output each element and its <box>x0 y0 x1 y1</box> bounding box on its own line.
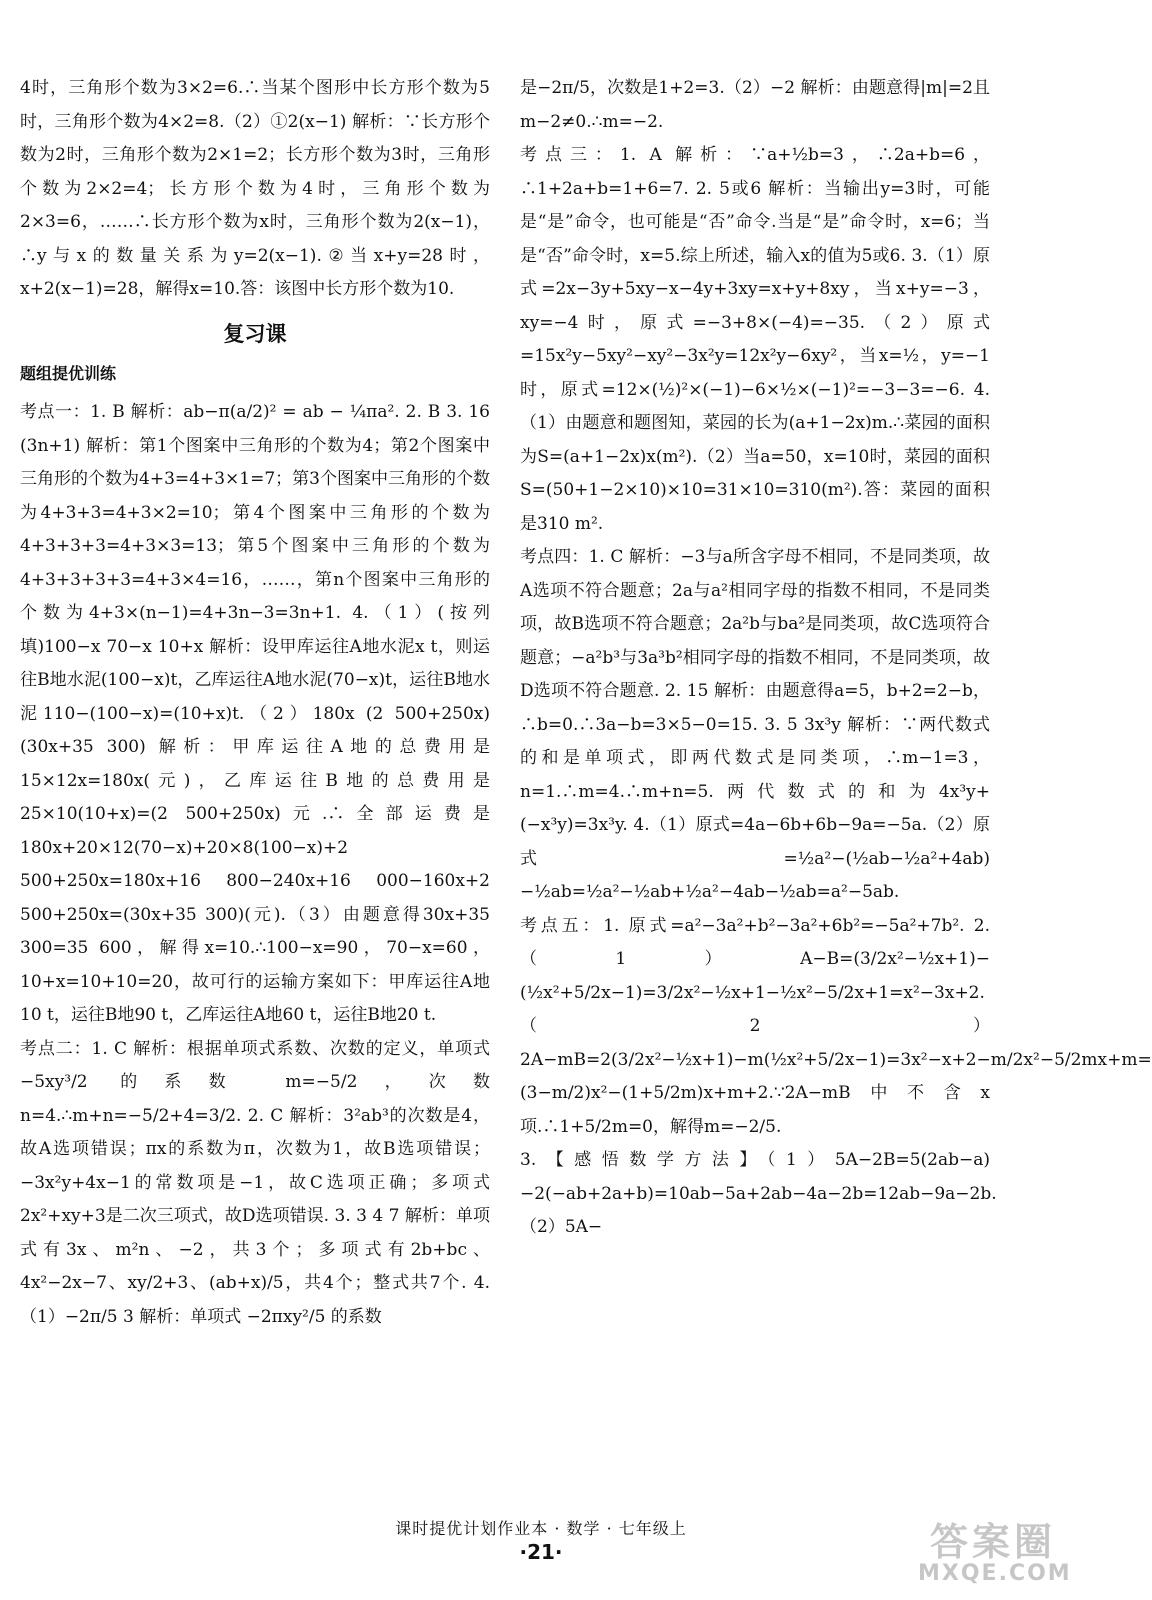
watermark-logo-text: 答案圈 <box>929 1520 1056 1564</box>
kaodian-4-paragraph: 考点四：1. C 解析：−3与a所含字母不相同，不是同类项，故A选项不符合题意；2a与a²相同字母的指数不相同，不是同类项，故B选项不符合题意；2a²b与ba²是同类项，故C选项符合题意；−a²b³与3a³b²相同字母的指数不相同，不是同类项，故D选项不符合题意. 2. 15 解析：由题意得a=5，b+2=2−b，∴b=0.∴3a−b=3×5−0=15. 3. 5 3x³y 解析：∵两代数式的和是单项式，即两代数式是同类项，∴m−1=3，n=1.∴m=4.∴m+n=5.两代数式的和为4x³y+(−x³y)=3x³y. 4.（1）原式=4a−6b+6b−9a=−5a.（2）原式=½a²−(½ab−½a²+4ab)−½ab=½a²−½ab+½a²−4ab−½ab=a²−5ab. <box>520 547 990 902</box>
right-column <box>520 72 1152 1245</box>
watermark-logo <box>918 1520 1072 1588</box>
page-number: ·21· <box>519 1540 563 1564</box>
footer-book-title: 课时提优计划作业本 · 数学 · 七年级上 <box>395 1519 687 1538</box>
right-paragraph-continued: 是−2π/5，次数是1+2=3.（2）−2 解析：由题意得|m|=2且m−2≠0.∴m=−2. <box>520 78 990 132</box>
sub-title: 题组提优训练 <box>20 363 117 383</box>
method-paragraph: 3.【感悟数学方法】（1）5A−2B=5(2ab−a)−2(−ab+2a+b)=10ab−5a+2ab−4a−2b=12ab−9a−2b.（2）5A− <box>520 1150 997 1237</box>
kaodian-1-paragraph: 考点一：1. B 解析：ab−π(a/2)² = ab − ¼πa². 2. B 3. 16 (3n+1) 解析：第1个图案中三角形的个数为4；第2个图案中三角形的个数为4+3=4+3×1=7；第3个图案中三角形的个数为4+3+3=4+3×2=10；第4个图案中三角形的个数为4+3+3+3=4+3×3=13；第5个图案中三角形的个数为4+3+3+3+3=4+3×4=16，……，第n个图案中三角形的个数为4+3×(n−1)=4+3n−3=3n+1. 4.（1）(按列填)100−x 70−x 10+x 解析：设甲库运往A地水泥x t，则运往B地水泥(100−x)t，乙库运往A地水泥(70−x)t，运往B地水泥110−(100−x)=(10+x)t.（2）180x (2 500+250x) (30x+35 300) 解析：甲库运往A地的总费用是15×12x=180x(元)，乙库运往B地的总费用是25×10(10+x)=(2 500+250x)元.∴全部运费是180x+20×12(70−x)+20×8(100−x)+2 500+250x=180x+16 800−240x+16 000−160x+2 500+250x=(30x+35 300)(元).（3）由题意得30x+35 300=35 600，解得x=10.∴100−x=90，70−x=60，10+x=10+10=20，故可行的运输方案如下：甲库运往A地10 t，运往B地90 t，乙库运往A地60 t，运往B地20 t. <box>20 402 490 1025</box>
kaodian-3-paragraph: 考点三：1. A 解析：∵a+½b=3，∴2a+b=6，∴1+2a+b=1+6=7. 2. 5或6 解析：当输出y=3时，可能是“是”命令，也可能是“否”命令.当是“是”命令时，x=6；当是“否”命令时，x=5.综上所述，输入x的值为5或6. 3.（1）原式=2x−3y+5xy−x−4y+3xy=x+y+8xy，当x+y=−3，xy=−4时，原式=−3+8×(−4)=−35.（2）原式=15x²y−5xy²−xy²−3x²y=12x²y−6xy²，当x=½，y=−1时，原式=12×(½)²×(−1)−6×½×(−1)²=−3−3=−6. 4.（1）由题意和题图知，菜园的长为(a+1−2x)m.∴菜园的面积为S=(a+1−2x)x(m²).（2）当a=50，x=10时，菜园的面积S=(50+1−2×10)×10=31×10=310(m²).答：菜园的面积是310 m². <box>520 145 990 534</box>
kaodian-5-paragraph: 考点五：1. 原式=a²−3a²+b²−3a²+6b²=−5a²+7b². 2.（1）A−B=(3/2x²−½x+1)−(½x²+5/2x−1)=3/2x²−½x+1−½x²−5/2x+1=x²−3x+2.（2）2A−mB=2(3/2x²−½x+1)−m(½x²+5/2x−1)=3x²−x+2−m/2x²−5/2mx+m=(3−m/2)x²−(1+5/2m)x+m+2.∵2A−mB中不含x项.∴1+5/2m=0，解得m=−2/5. <box>520 915 1152 1137</box>
left-paragraph-1: 4时，三角形个数为3×2=6.∴当某个图形中长方形个数为5时，三角形个数为4×2=8.（2）①2(x−1) 解析：∵长方形个数为2时，三角形个数为2×1=2；长方形个数为3时，三角形个数为2×2=4；长方形个数为4时，三角形个数为2×3=6，……∴长方形个数为x时，三角形个数为2(x−1)，∴y与x的数量关系为y=2(x−1).②当x+y=28时，x+2(x−1)=28，解得x=10.答：该图中长方形个数为10. <box>20 78 490 299</box>
left-column <box>20 72 490 1334</box>
kaodian-2-paragraph: 考点二：1. C 解析：根据单项式系数、次数的定义，单项式 −5xy³/2 的系数 m=−5/2，次数 n=4.∴m+n=−5/2+4=3/2. 2. C 解析：3²ab³的次数是4，故A选项错误；πx的系数为π，次数为1，故B选项错误；−3x²y+4x−1的常数项是−1，故C选项正确；多项式2x²+xy+3是二次三项式，故D选项错误. 3. 3 4 7 解析：单项式有3x、m²n、−2，共3个；多项式有2b+bc、4x²−2x−7、xy/2+3、(ab+x)/5，共4个；整式共7个. 4.（1）−2π/5 3 解析：单项式 −2πxy²/5 的系数 <box>20 1038 490 1327</box>
watermark-url: MXQE.COM <box>918 1561 1072 1586</box>
section-title: 复习课 <box>223 321 287 346</box>
